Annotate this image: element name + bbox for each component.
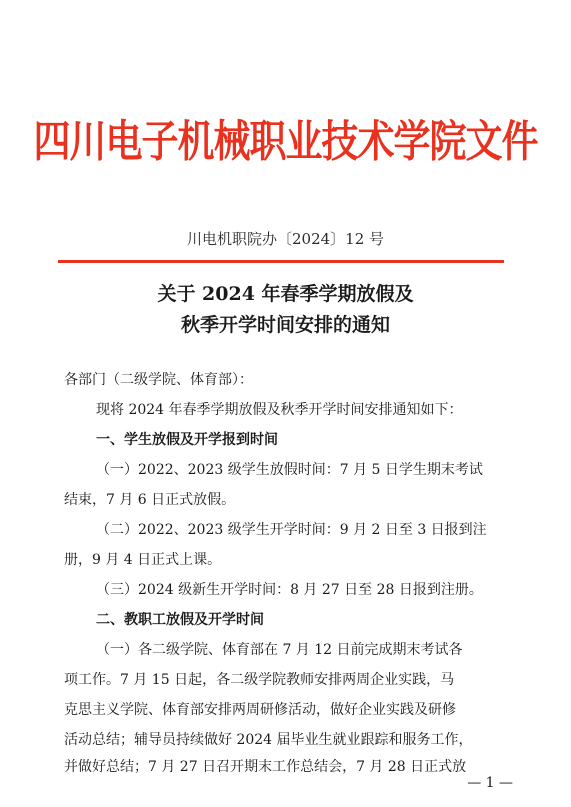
paragraph-line: 并做好总结；7 月 27 日召开期末工作总结会，7 月 28 日正式放: [64, 759, 467, 775]
paragraph-line: 结束，7 月 6 日正式放假。: [64, 492, 236, 508]
intro-paragraph: 现将 2024 年春季学期放假及秋季开学时间安排通知如下：: [96, 402, 463, 418]
paragraph-line: 克思主义学院、体育部安排两周研修活动，做好企业实践及研修: [64, 702, 456, 718]
paragraph-line: 册，9 月 4 日正式上课。: [64, 552, 222, 568]
paragraph-line: 项工作。7 月 15 日起，各二级学院教师安排两周企业实践，马: [64, 672, 455, 688]
paragraph-line: （三）2024 级新生开学时间：8 月 27 日至 28 日报到注册。: [96, 582, 483, 598]
section-heading-1: 一、学生放假及开学报到时间: [96, 432, 278, 448]
notice-title-line-1: 关于 2024 年春季学期放假及: [157, 283, 414, 305]
salutation: 各部门（二级学院、体育部）：: [64, 372, 253, 388]
paragraph-line: （一）2022、2023 级学生放假时间：7 月 5 日学生期末考试: [96, 462, 483, 478]
section-heading-2: 二、教职工放假及开学时间: [96, 612, 264, 628]
paragraph-line: 活动总结；辅导员持续做好 2024 届毕业生就业跟踪和服务工作，: [64, 732, 473, 748]
notice-title-line-2: 秋季开学时间安排的通知: [180, 314, 390, 336]
org-title: 四川电子机械职业技术学院文件: [33, 115, 538, 167]
red-divider-line: [58, 260, 504, 263]
paragraph-line: （二）2022、2023 级学生开学时间：9 月 2 日至 3 日报到注: [96, 522, 487, 538]
page-number: — 1 —: [467, 775, 513, 791]
paragraph-line: （一）各二级学院、体育部在 7 月 12 日前完成期末考试各: [96, 642, 463, 658]
document-number: 川电机职院办〔2024〕12 号: [186, 230, 385, 248]
